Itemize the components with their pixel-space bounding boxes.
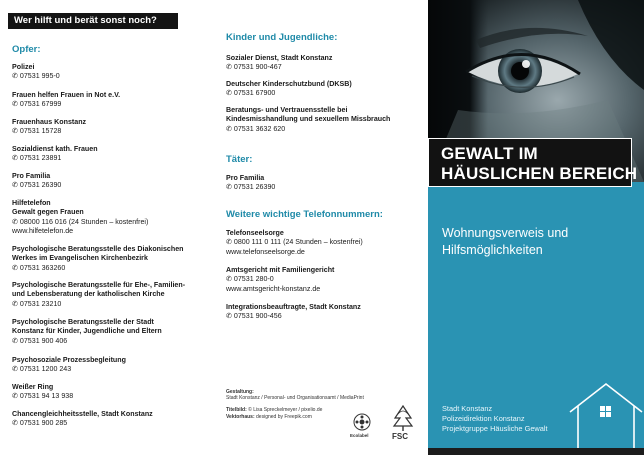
contact-name: Sozialdienst kath. Frauen — [12, 145, 98, 153]
cover-title-line1: GEWALT IM — [441, 144, 538, 163]
contact-name: Polizei — [12, 63, 35, 71]
contact-entry — [12, 245, 184, 273]
contact-website: www.hilfetelefon.de — [12, 226, 74, 235]
contact-name-line2: Werkes im Evangelischen Kirchenbezirk — [12, 254, 148, 263]
contact-entry — [226, 54, 332, 73]
contact-phone: ✆ 07531 3632 620 — [226, 124, 286, 133]
contact-phone: ✆ 07531 23891 — [12, 154, 62, 163]
contact-phone: ✆ 07531 1200 243 — [12, 365, 72, 374]
section-title-opfer: Opfer: — [12, 44, 41, 55]
org-line: Polizeidirektion Konstanz — [442, 414, 525, 423]
bottom-strip — [428, 448, 644, 455]
contact-phone: ✆ 07531 23210 — [12, 299, 62, 308]
cover-subtitle-line1: Wohnungsverweis und — [442, 226, 569, 240]
credit-value: Stadt Konstanz / Personal- und Organisationsamt / MediaPrint — [226, 395, 364, 402]
contact-entry — [12, 383, 73, 402]
contact-name: Telefonseelsorge — [226, 229, 284, 237]
contact-phone: ✆ 07531 900-467 — [226, 63, 282, 72]
contact-phone: ✆ 07531 67900 — [226, 89, 276, 98]
contact-entry — [226, 229, 363, 257]
contact-phone: ✆ 07531 280-0 — [226, 275, 274, 284]
left-column — [0, 0, 208, 455]
contact-entry — [12, 91, 120, 110]
cover-title-box — [428, 138, 638, 187]
contact-phone: ✆ 07531 94 13 938 — [12, 392, 74, 401]
contact-entry — [12, 318, 162, 346]
credit-label: Gestaltung: — [226, 389, 254, 395]
contact-phone: ✆ 07531 900 285 — [12, 419, 68, 428]
contact-name: Psychologische Beratungsstelle für Ehe-, Familien- — [12, 281, 186, 289]
credit-label: Vektorhaus: — [226, 413, 255, 420]
contact-entry — [226, 106, 390, 134]
org-line: Projektgruppe Häusliche Gewalt — [442, 424, 548, 433]
contact-name-line2: Gewalt gegen Frauen — [12, 208, 84, 217]
cover-panel — [428, 0, 644, 455]
fsc-logo — [390, 404, 416, 442]
contact-phone: ✆ 07531 15728 — [12, 127, 62, 136]
section-header: Wer hilft und berät sonst noch? — [14, 15, 157, 26]
contact-entry — [12, 172, 61, 191]
contact-phone: ✆ 07531 995-0 — [12, 72, 60, 81]
org-line: Stadt Konstanz — [442, 404, 493, 413]
contact-phone: ✆ 07531 900 406 — [12, 336, 68, 345]
contact-name: Amtsgericht mit Familiengericht — [226, 266, 335, 274]
contact-name: Chancengleichheitsstelle, Stadt Konstanz — [12, 410, 153, 418]
contact-name: Integrationsbeauftragte, Stadt Konstanz — [226, 303, 361, 311]
contact-name: Beratungs- und Vertrauensstelle bei — [226, 106, 348, 114]
contact-entry — [12, 281, 185, 309]
contact-entry — [12, 410, 153, 429]
contact-entry — [226, 303, 361, 322]
section-title-taeter: Täter: — [226, 154, 253, 165]
contact-name: Hilfetelefon — [12, 199, 51, 207]
section-title-weitere: Weitere wichtige Telefonnummern: — [226, 209, 383, 220]
contact-entry — [226, 266, 334, 294]
contact-phone: ✆ 07531 26390 — [12, 181, 62, 190]
cover-title-line2: HÄUSLICHEN BEREICH — [441, 164, 638, 183]
ecolabel-logo — [352, 412, 372, 442]
fsc-tree-icon — [390, 404, 416, 432]
cover-subtitle-line2: Hilfsmöglichkeiten — [442, 243, 543, 257]
contact-name-line2: und Lebensberatung der katholischen Kirche — [12, 290, 165, 299]
contact-phone: ✆ 07531 26390 — [226, 183, 276, 192]
contact-entry — [12, 356, 126, 375]
contact-entry — [12, 118, 86, 137]
section-title-kinder: Kinder und Jugendliche: — [226, 32, 338, 43]
ecolabel-text: Ecolabel — [350, 433, 369, 438]
contact-entry — [226, 174, 275, 193]
contact-phone: ✆ 08000 116 016 (24 Stunden – kostenfrei) — [12, 217, 149, 226]
contact-phone: ✆ 07531 363260 — [12, 263, 66, 272]
contact-website: www.telefonseelsorge.de — [226, 247, 305, 256]
contact-name: Psychologische Beratungsstelle des Diakonischen — [12, 245, 184, 253]
contact-name: Frauen helfen Frauen in Not e.V. — [12, 91, 121, 99]
contact-website: www.amtsgericht-konstanz.de — [226, 284, 321, 293]
contact-name-line2: Kindesmisshandlung und sexuellem Missbrauch — [226, 115, 391, 124]
contact-name: Psychologische Beratungsstelle der Stadt — [12, 318, 154, 326]
credit-value: © Lisa Spreckelmeyer / pixelio.de — [248, 407, 323, 414]
contact-name: Sozialer Dienst, Stadt Konstanz — [226, 54, 333, 62]
contact-name: Psychosoziale Prozessbegleitung — [12, 356, 126, 364]
credits — [226, 389, 364, 420]
house-icon — [566, 382, 644, 448]
contact-name: Deutscher Kinderschutzbund (DKSB) — [226, 80, 352, 88]
credit-value: designed by Freepik.com — [256, 413, 312, 420]
contact-name: Weißer Ring — [12, 383, 54, 391]
credit-label: Titelbild: — [226, 407, 247, 414]
contact-name: Pro Familia — [226, 174, 265, 182]
contact-phone: ✆ 07531 900-456 — [226, 312, 282, 321]
fsc-text: FSC — [392, 432, 408, 441]
contact-phone: ✆ 07531 67999 — [12, 100, 62, 109]
contact-entry — [12, 63, 60, 82]
contact-entry — [12, 145, 98, 164]
contact-entry — [12, 199, 148, 236]
contact-name: Frauenhaus Konstanz — [12, 118, 87, 126]
contact-name: Pro Familia — [12, 172, 51, 180]
contact-entry — [226, 80, 352, 99]
contact-phone: ✆ 0800 111 0 111 (24 Stunden – kostenfrei) — [226, 238, 363, 247]
section-header-bar — [8, 13, 178, 29]
contact-name-line2: Konstanz für Kinder, Jugendliche und Eltern — [12, 327, 162, 336]
